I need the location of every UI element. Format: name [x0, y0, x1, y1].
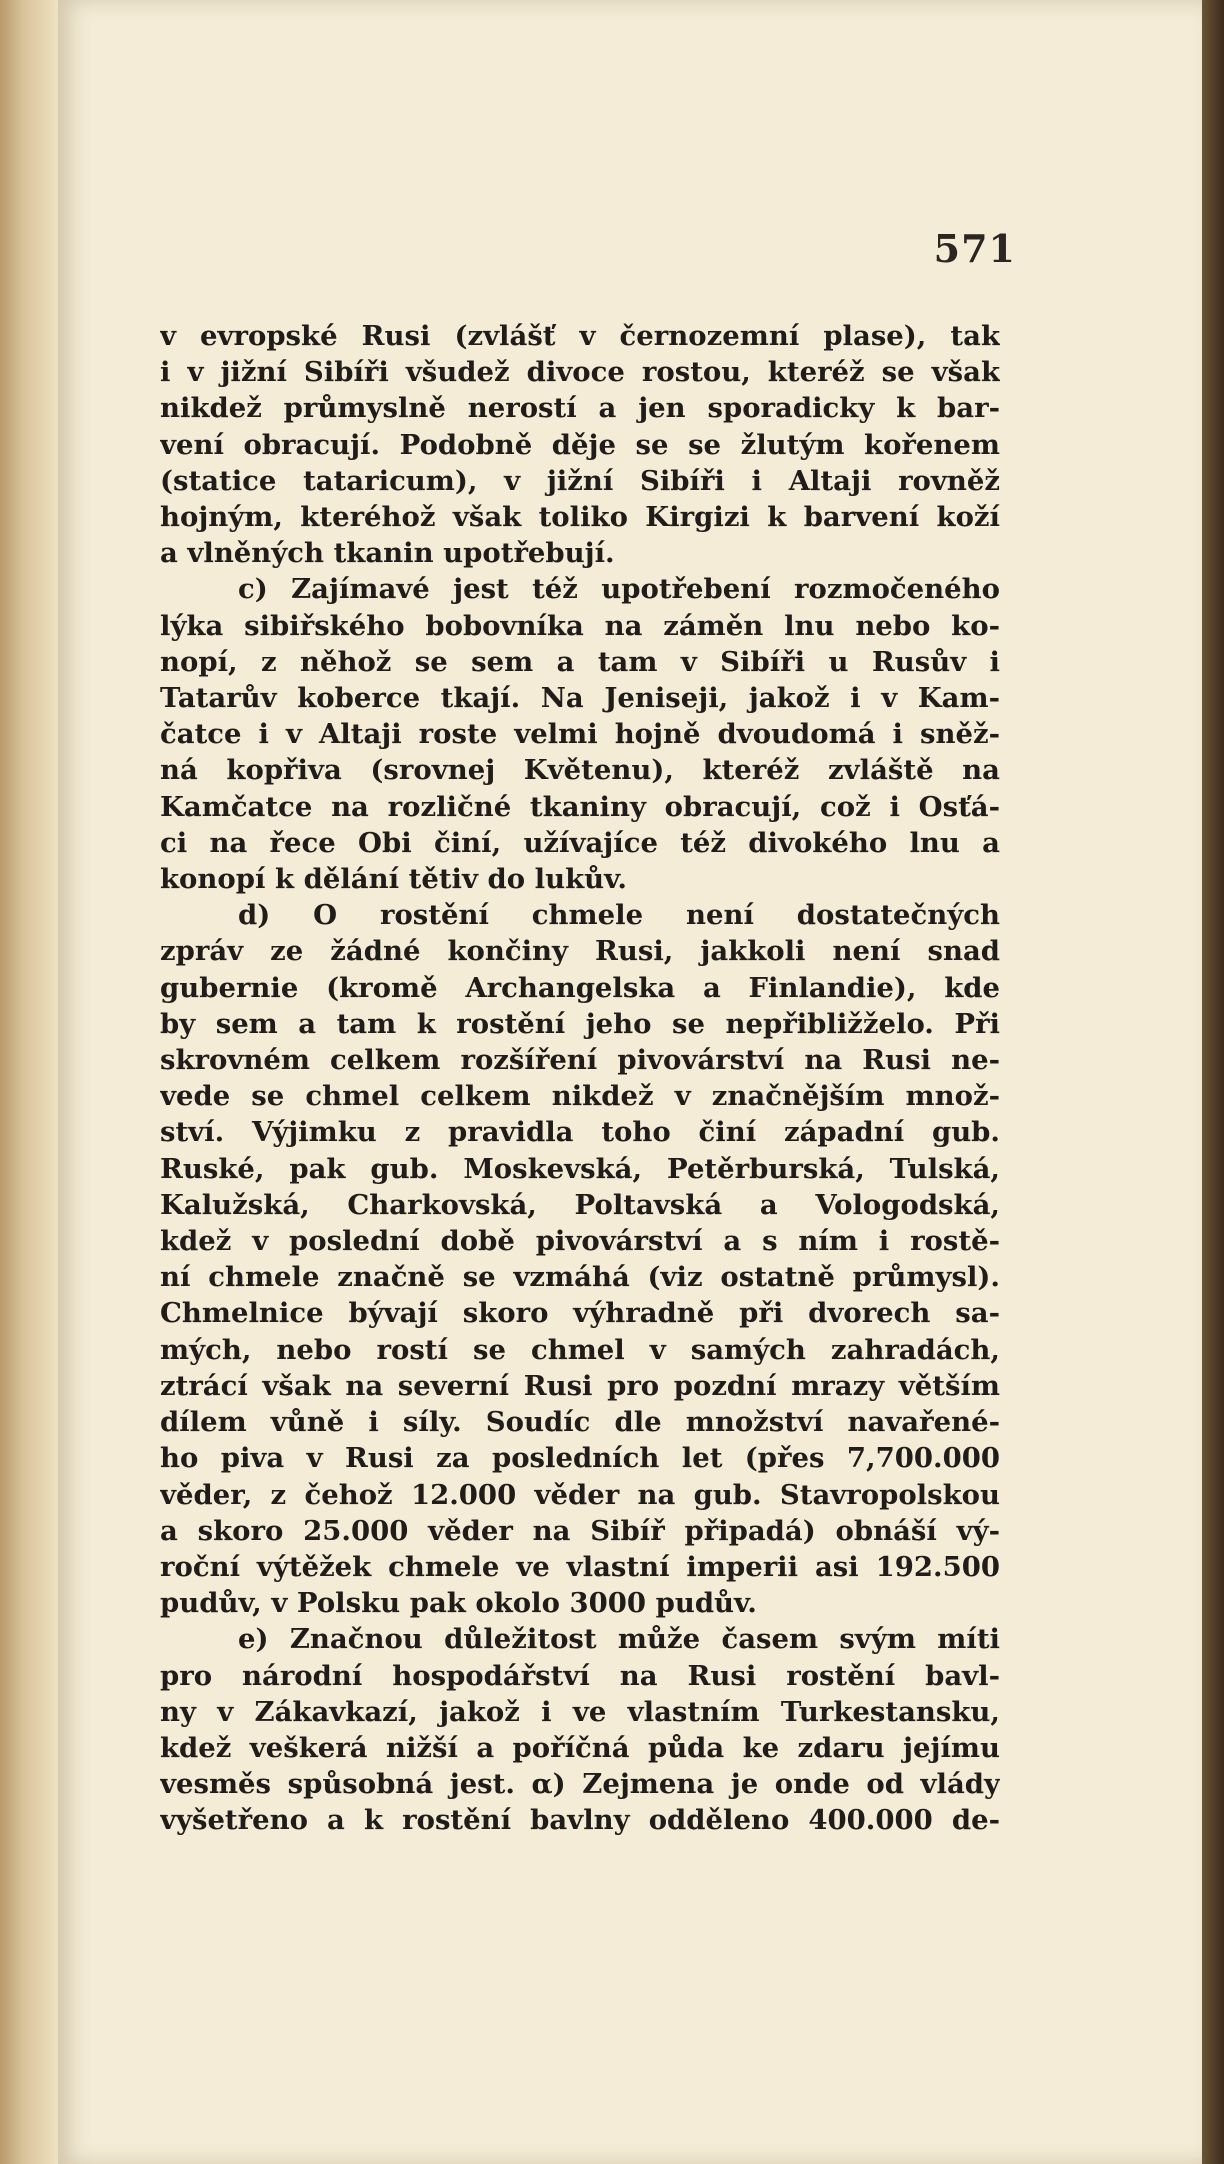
book-spine — [0, 0, 58, 2164]
text-line: ztrácí však na severní Rusi pro pozdní mrazy větším — [160, 1369, 1000, 1402]
text-line: Tatarův koberce tkají. Na Jeniseji, jakož i v Kam- — [160, 682, 1000, 715]
text-line: ství. Výjimku z pravidla toho činí západní gub. — [160, 1116, 1000, 1149]
text-line: roční výtěžek chmele ve vlastní imperii asi 192.500 — [160, 1550, 1000, 1583]
text-line: lýka sibiřského bobovníka na záměn lnu nebo ko- — [160, 609, 1000, 642]
text-line: a skoro 25.000 věder na Sibíř připadá) obnáší vý- — [160, 1514, 1000, 1547]
page-edge — [1202, 0, 1224, 2164]
text-line: gubernie (kromě Archangelska a Finlandie), kde — [160, 971, 1000, 1004]
text-line: ho piva v Rusi za posledních let (přes 7,700.000 — [160, 1442, 1000, 1475]
text-line: dílem vůně i síly. Soudíc dle množství navařené- — [160, 1406, 1000, 1439]
text-line: (statice tataricum), v jižní Sibíři i Altaji rovněž — [160, 464, 1000, 497]
text-line: Kamčatce na rozličné tkaniny obracují, což i Osťá- — [160, 790, 1000, 823]
text-line: by sem a tam k rostění jeho se nepřibližželo. Při — [160, 1007, 1000, 1040]
text-line: e) Značnou důležitost může časem svým míti — [238, 1623, 1000, 1656]
text-line: hojným, kteréhož však toliko Kirgizi k barvení koží — [160, 501, 1000, 534]
text-line: vyšetřeno a k rostění bavlny odděleno 400.000 de- — [160, 1804, 1000, 1837]
body-text — [160, 318, 1000, 1839]
text-line: vesměs spůsobná jest. α) Zejmena je onde od vlády — [160, 1768, 1000, 1801]
text-line: a vlněných tkanin upotřebují. — [160, 537, 615, 570]
text-line: Chmelnice bývají skoro výhradně při dvorech sa- — [160, 1297, 1000, 1330]
text-line: nikdež průmyslně nerostí a jen sporadicky k bar- — [160, 392, 1000, 425]
text-line: Ruské, pak gub. Moskevská, Petěrburská, Tulská, — [160, 1152, 1000, 1185]
text-line: ní chmele značně se vzmáhá (viz ostatně průmysl). — [160, 1261, 1000, 1294]
text-line: mých, nebo rostí se chmel v samých zahradách, — [160, 1333, 1000, 1366]
text-line: nopí, z něhož se sem a tam v Sibíři u Rusův i — [160, 645, 1000, 678]
text-line: kdež v poslední době pivovárství a s ním i rostě- — [160, 1225, 1000, 1258]
text-line: i v jižní Sibíři všudež divoce rostou, kteréž se však — [160, 356, 1000, 389]
text-line: skrovném celkem rozšíření pivovárství na Rusi ne- — [160, 1044, 1000, 1077]
text-line: pudův, v Polsku pak okolo 3000 pudův. — [160, 1587, 757, 1620]
text-line: konopí k dělání tětiv do lukův. — [160, 863, 627, 896]
text-line: ny v Zákavkazí, jakož i ve vlastním Turkestansku, — [160, 1695, 1000, 1728]
text-line: kdež veškerá nižší a poříčná půda ke zdaru jejímu — [160, 1731, 1000, 1764]
text-line: zpráv ze žádné končiny Rusi, jakkoli není snad — [160, 935, 1000, 968]
text-line: pro národní hospodářství na Rusi rostění bavl- — [160, 1659, 1000, 1692]
text-line: čatce i v Altaji roste velmi hojně dvoudomá i sněž- — [160, 718, 1000, 751]
text-line: věder, z čehož 12.000 věder na gub. Stavropolskou — [160, 1478, 1000, 1511]
text-line: ci na řece Obi činí, užívajíce též divokého lnu a — [160, 826, 1000, 859]
text-line: v evropské Rusi (zvlášť v černozemní plase), tak — [160, 320, 1000, 352]
text-line: vede se chmel celkem nikdež v značnějším množ- — [160, 1080, 1000, 1113]
page-number: 571 — [933, 226, 1016, 271]
text-line: Kalužská, Charkovská, Poltavská a Vologodská, — [160, 1188, 1000, 1221]
text-line: ná kopřiva (srovnej Květenu), kteréž zvláště na — [160, 754, 1000, 787]
text-line: d) O rostění chmele není dostatečných — [238, 899, 1000, 932]
text-line: c) Zajímavé jest též upotřebení rozmočeného — [238, 573, 1000, 606]
text-line: vení obracují. Podobně děje se se žlutým kořenem — [160, 428, 1000, 461]
